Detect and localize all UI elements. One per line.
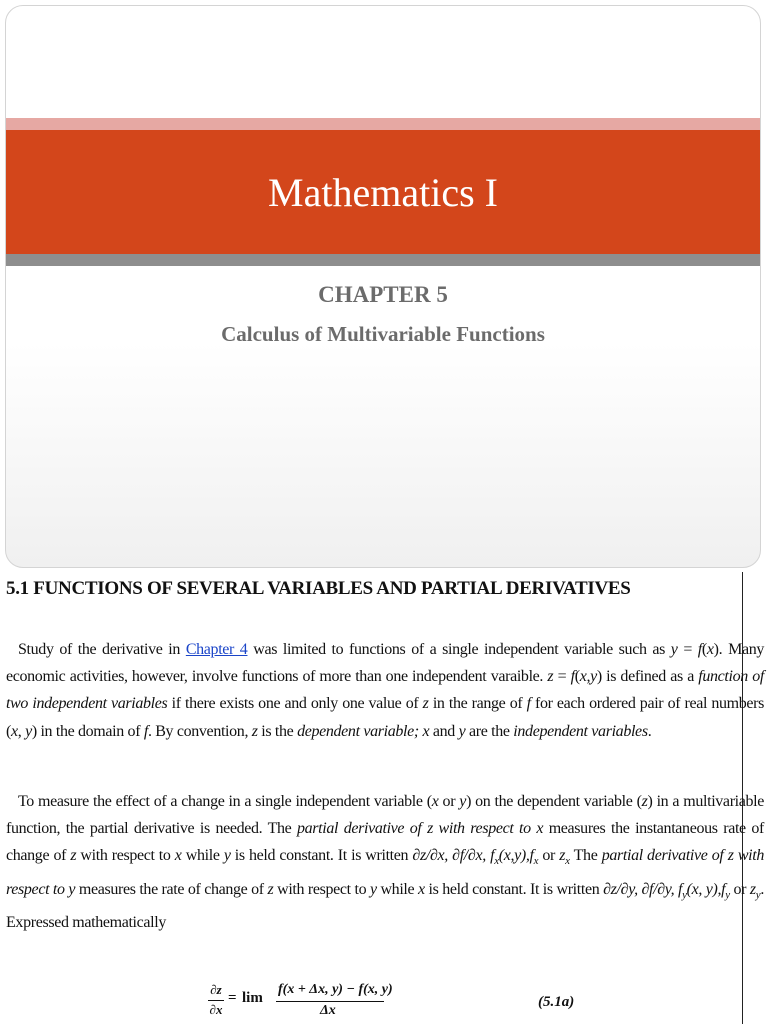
equation-number: (5.1a)	[538, 994, 575, 1010]
partial-derivative-formula	[208, 982, 588, 1024]
chapter-label: CHAPTER 5	[318, 282, 448, 307]
slide-title: Mathematics I	[268, 169, 498, 215]
formula-lhs-numerator: ∂z	[210, 982, 222, 997]
formula-lhs-denominator: ∂x	[209, 1002, 223, 1017]
formula-lhs-fraction-bar	[208, 1000, 224, 1001]
paragraph-partial-derivative: To measure the effect of a change in a single independent variable (x or y) on the dependent variable (z) in a multivariable function, the partial derivative is needed. The partial derivative of z with respect to x measures the instantaneous rate of change of z with respect to x while y is held constant. It is written ∂z/∂x, ∂f/∂x, $f_x(x,y),f_x$ or $z_x$ The partial derivative of z with respect to y measures the rate of change of z with respect to y while x is held constant. It is written ∂z/∂y, ∂f/∂y, $f_y(x$, $y),f_y$ or $z_y$. Expressed mathematically	[6, 793, 765, 932]
section-heading: 5.1 FUNCTIONS OF SEVERAL VARIABLES AND PARTIAL DERIVATIVES	[6, 578, 631, 599]
formula-denominator: Δx	[320, 1003, 336, 1018]
paragraph-definition: Study of the derivative in Chapter 4 was limited to functions of a single independent variable such as y = f(x). Many economic activities, however, involve functions of more than one independent varaible. z = f(x,y) is defined as a function of two independent variables if there exists one and only one value of z in the range of f for each ordered pair of real numbers (x, y) in the domain of f. By convention, z is the dependent variable; x and y are the independent variables.	[6, 641, 764, 740]
formula-numerator: f(x + Δx, y) − f(x, y)	[278, 982, 393, 997]
formula-limit: lim	[242, 990, 263, 1006]
document-page	[0, 572, 768, 1024]
chapter-4-link[interactable]: Chapter 4	[185, 641, 248, 658]
chapter-subtitle: Calculus of Multivariable Functions	[221, 322, 545, 346]
formula-fraction-bar	[276, 1001, 384, 1002]
accent-band-bottom	[6, 254, 760, 266]
title-slide	[5, 5, 761, 568]
accent-band-top	[6, 118, 760, 130]
formula-equals: =	[228, 990, 237, 1006]
